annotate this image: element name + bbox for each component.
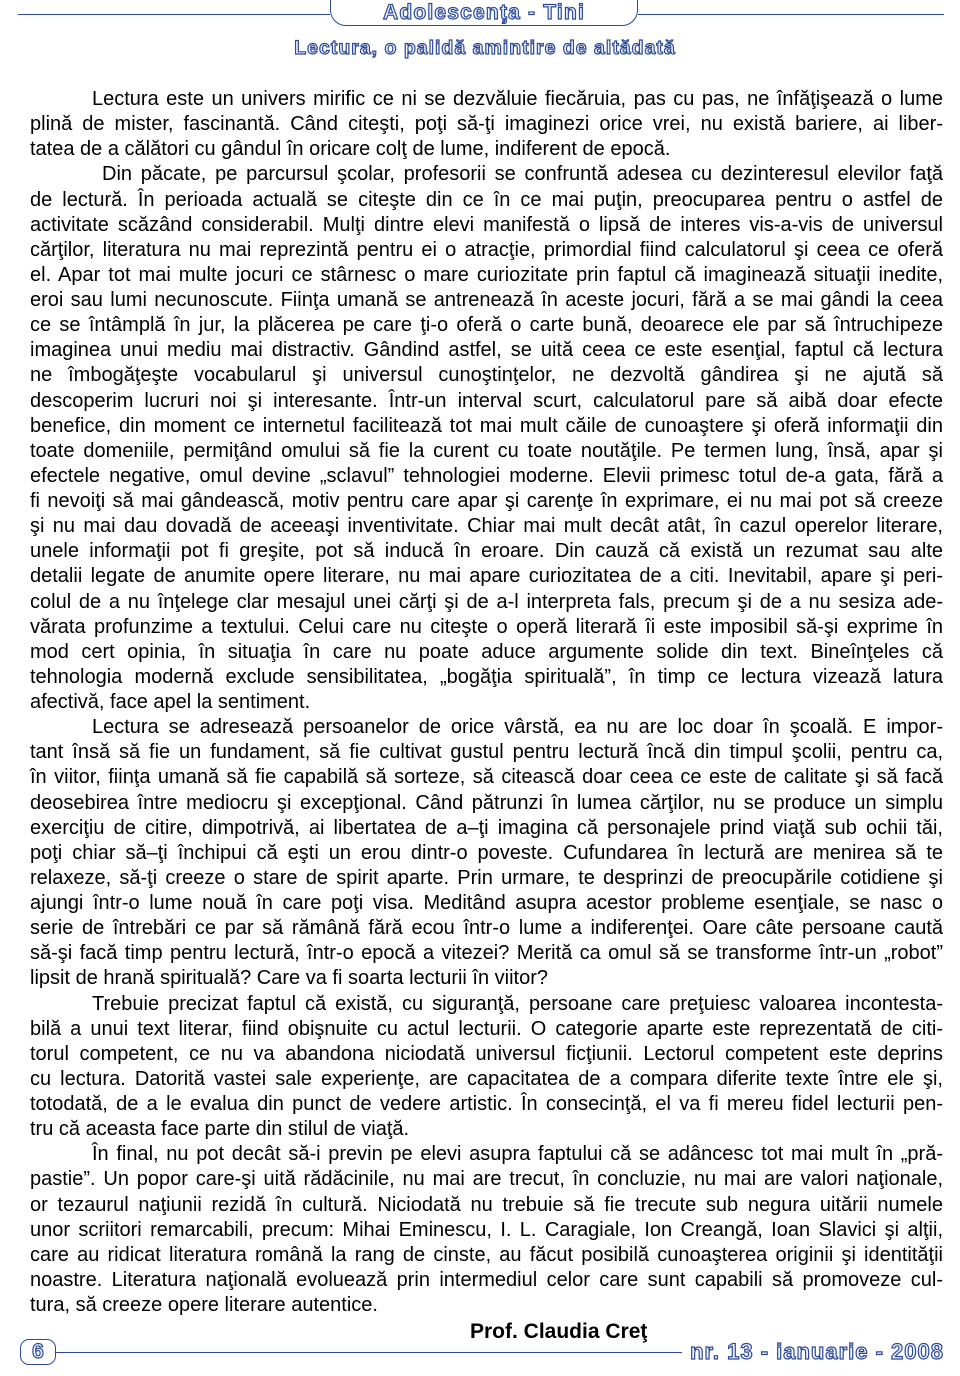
paragraph [30, 715, 943, 991]
text-line: tehnologia modernă exclude sensibilitatea, „bogăţia spirituală”, în timp ce lectura vizează latura [30, 665, 943, 688]
paragraph [30, 87, 943, 162]
text-line: bilă a unui text literar, fiind obişnuite cu actul lecturii. O categorie aparte este reprezentată de citi- [30, 1017, 943, 1040]
text-line: şi nu mai dau dovadă de aceeaşi inventivitate. Chiar mai mult decât atât, în cazul operelor literare, [30, 515, 943, 538]
text-line: relaxeze, să-ţi creeze o stare de spirit aparte. Prin urmare, te desprinzi de preocupările cotidiene şi [30, 866, 943, 889]
text-line: unele informaţii pot fi greşite, pot să inducă în eroare. Din cauză că există un rezumat sau alte [30, 540, 943, 563]
text-line: tura, să creeze opere literare autentice. [30, 1294, 378, 1316]
text-line: mod cert opinia, în situaţia în care nu poate aduce argumente solide din text. Bineînţeles că [30, 640, 943, 663]
text-line: în viitor, fiinţa umană să fie capabilă să sorteze, să citească doar ceea ce este de calitate şi să facă [30, 766, 943, 789]
text-line: eroi sau lumi necunoscute. Fiinţa umană se antrenează în aceste jocuri, fără a se mai gândi la ceea [30, 289, 943, 311]
issue-label: nr. 13 - ianuarie - 2008 [690, 1339, 944, 1364]
text-line: torul competent, ce nu va abandona niciodată universul ficţiunii. Lectorul competent este deprins [30, 1042, 943, 1065]
text-line: poţi chiar să–ţi închipui că eşti un erou dintr-o poveste. Cufundarea în lectură are menirea să te [30, 841, 943, 864]
text-line: deosebirea între mediocru şi excepţional. Când pătrunzi în lumea cărţilor, nu se produce un simplu [30, 791, 943, 814]
text-line: vărata profunzime a textului. Celui care nu citeşte o operă literară îi este imposibil să-şi exprime în [30, 615, 943, 638]
header-rule-right [638, 14, 944, 15]
text-line: plină de mister, fascinantă. Când citeşti, poţi să-ţi imaginezi orice vrei, nu există bariere, ai liber- [30, 113, 943, 136]
text-line: benefice, din moment ce internetul facilitează tot mai mult căile de cunoaştere şi oferă informaţii din [30, 414, 943, 437]
text-line: să-şi facă timp pentru lectură, într-o epocă a vitezei? Merită ca omul să se transforme într-un „robot” [30, 942, 943, 965]
text-line: care au ridicat literatura română la rang de cinste, au făcut posibilă cunoaşterea originii şi identităţii [30, 1243, 943, 1266]
paragraph [30, 1142, 943, 1318]
section-title: Adolescenţa - Tini [382, 1, 586, 24]
text-line: activitate scăzând considerabil. Mulţi dintre elevi manifestă o lipsă de interes vis-a-vis de universul [30, 213, 943, 236]
footer-rule [56, 1352, 682, 1353]
paragraph [30, 162, 943, 715]
text-line: tant însă să fie un fundament, să fie cultivat gustul pentru lectură încă din timpul şcolii, pentru ca, [30, 741, 943, 764]
author-signature: Prof. Claudia Creţ [470, 1320, 648, 1343]
text-line: noastre. Literatura naţională evoluează prin intermediul celor care sunt capabili să promoveze cul- [30, 1268, 943, 1291]
text-line: tatea de a călători cu gândul în oricare colţ de lume, indiferent de epocă. [30, 138, 671, 161]
text-line: tru că aceasta face parte din stilul de viaţă. [30, 1118, 410, 1141]
text-line: În final, nu pot decât să-i previn pe elevi asupra faptului că se adâncesc tot mai mult în „pră- [92, 1143, 943, 1166]
text-line: cu lectura. Datorită vastei sale experienţe, are capacitatea de a compara diferite texte între ele şi, [30, 1067, 943, 1090]
text-line: or tezaurul naţiunii rezidă în cultură. Niciodată nu trebuie să fie trecute sub negura uitării numele [30, 1193, 943, 1216]
text-line: Lectura se adresează persoanelor de orice vârstă, ea nu are loc doar în şcoală. E impor- [92, 716, 943, 739]
text-line: ne îmbogăţeşte vocabularul şi universul cunoştinţelor, ne dezvoltă gândirea şi ne ajută să [30, 364, 943, 387]
text-line: ajungi într-o lume nouă în care poţi visa. Meditând asupra acestor probleme esenţiale, se nasc o [30, 892, 943, 914]
text-line: detalii legate de anumite opere literare, nu mai apare curiozitatea de a citi. Inevitabil, apare şi peri- [30, 565, 943, 588]
text-line: imaginea unui mediu mai distractiv. Gândind astfel, se uită ceea ce este esenţial, faptul că lectura [30, 339, 943, 362]
text-line: cărţilor, literatura nu mai reprezintă pentru ei o atracţie, primordial fiind calculatorul şi ceea ce oferă [30, 238, 943, 261]
text-line: totodată, de a le evalua din punct de vedere artistic. În consecinţă, el va fi mereu fidel lecturii pen- [30, 1093, 943, 1115]
text-line: ce se întâmplă în jur, la plăcerea pe care ţi-o oferă o carte bună, deoarece ele par să întruchipeze [30, 314, 943, 337]
text-line: Din păcate, pe parcursul şcolar, profesorii se confruntă adesea cu dezinteresul elevilor faţă [102, 163, 943, 186]
article-title: Lectura, o palidă amintire de altădată [294, 37, 676, 59]
text-line: exerciţiu de citire, dimpotrivă, ai libertatea de a–ţi imagina că personajele prind viaţă sub ochii tăi, [30, 816, 943, 839]
text-line: descoperim lucruri noi şi interesante. Într-un interval scurt, calculatorul pare să aibă doar efecte [30, 389, 943, 412]
text-line: Lectura este un univers mirific ce ni se dezvăluie fiecăruia, pas cu pas, ne înfăţişează o lume [92, 88, 943, 110]
text-line: lipsit de hrană spirituală? Care va fi soarta lecturii în viitor? [30, 967, 549, 990]
text-line: toate domeniile, permiţând omului să fie la curent cu toate noutăţile. Pe termen lung, însă, apar şi [30, 439, 943, 462]
text-line: serie de întrebări ce par să rămână fără ecou într-o lume a indiferenţei. Oare câte persoane caută [30, 917, 943, 940]
text-line: colul de a nu înţelege clar mesajul unei cărţi şi de a-l interpreta fals, precum şi de a nu sesiza ade- [30, 590, 943, 613]
header-rule-left [18, 14, 330, 15]
text-line: pastie”. Un popor care-şi uită rădăcinile, nu mai are trecut, în concluzie, nu mai are valori naţionale, [30, 1168, 943, 1191]
text-line: fi nevoiţi să mai gândească, motiv pentru care apar şi carenţe în exprimare, ei nu mai pot să creeze [30, 490, 943, 512]
article-body [30, 87, 943, 1318]
text-line: afectivă, face apel la sentiment. [30, 691, 311, 713]
text-line: el. Apar tot mai multe jocuri ce stârnesc o mare curiozitate prin faptul că imaginează situaţii inedite, [30, 263, 943, 286]
paragraph [30, 992, 943, 1143]
text-line: efectele negative, omul devine „sclavul” tehnologiei moderne. Elevii primesc totul de-a gata, fără a [30, 464, 943, 487]
text-line: de lectură. În perioada actuală se citeşte din ce în ce mai puţin, preocuparea pentru o astfel de [30, 188, 943, 211]
text-line: Trebuie precizat faptul că există, cu siguranţă, persoane care preţuiesc valoarea incontesta- [92, 992, 943, 1015]
page-number: 6 [32, 1340, 44, 1363]
text-line: unor scriitori remarcabili, precum: Mihai Eminescu, I. L. Caragiale, Ion Creangă, Ioan Slavici şi alţii, [30, 1218, 943, 1241]
